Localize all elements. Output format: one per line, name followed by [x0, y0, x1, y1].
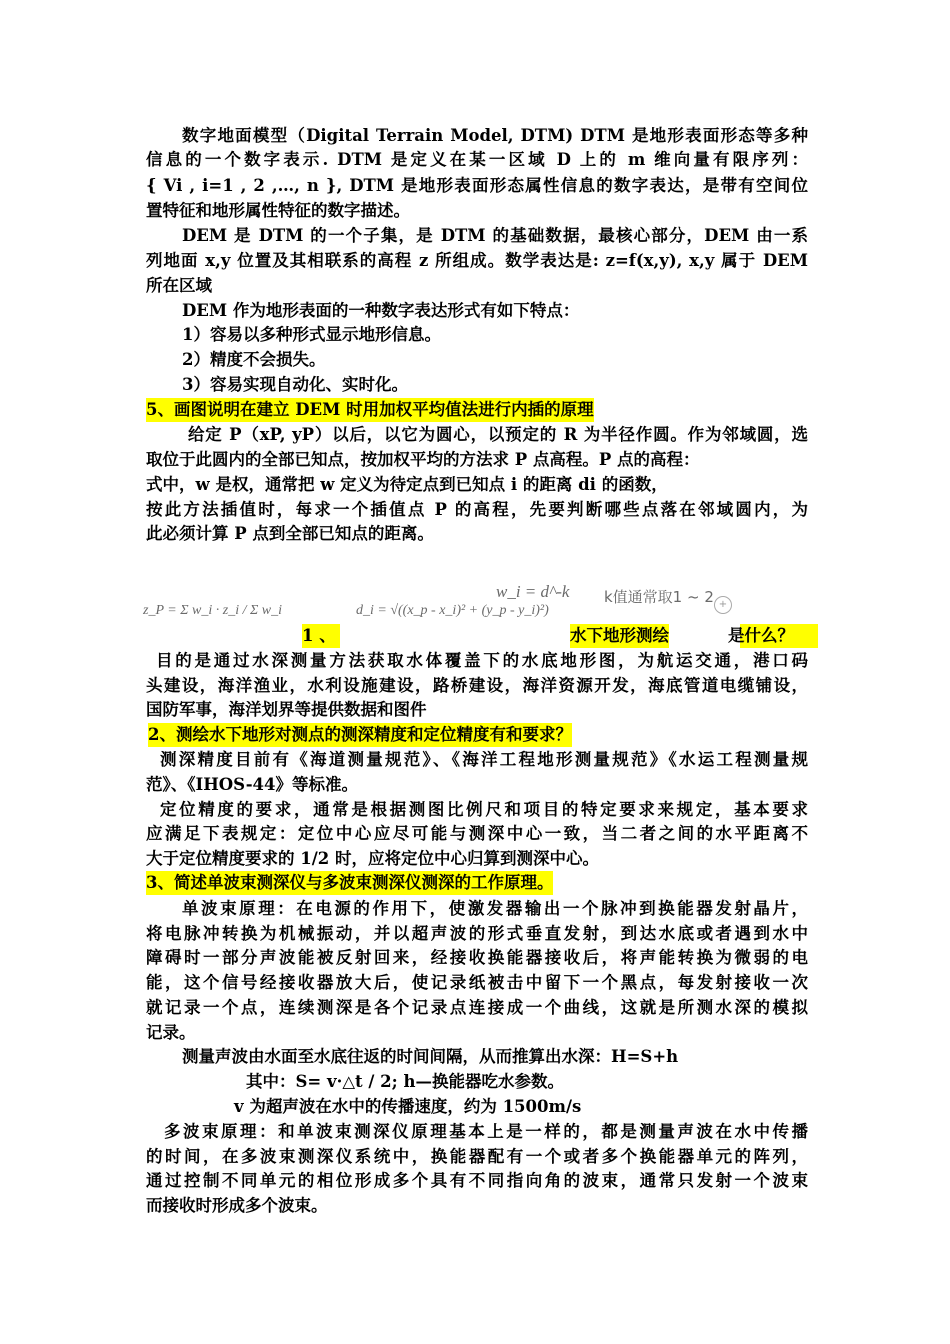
p5-line1: 目的是通过水深测量方法获取水体覆盖下的水底地形图，为航运交通，港口码 — [156, 651, 808, 670]
question-1-tail: 是什么？ — [740, 624, 818, 648]
p3-line1: DEM 作为地形表面的一种数字表达形式有如下特点： — [182, 301, 580, 320]
p8-line5: 就记录一个点，连续测深是各个记录点连接成一个曲线，这就是所测水深的模拟 — [146, 998, 808, 1017]
p10-line3: 通过控制不同单元的相位形成多个具有不同指向角的波束，通常只发射一个波束 — [146, 1171, 808, 1190]
p6-line2: 范》、《IHOS-44》等标准。 — [146, 775, 359, 794]
question-1-part: 水下地形测绘 — [570, 624, 669, 648]
p4-line3: 式中，w 是权，通常把 w 定义为待定点到已知点 i 的距离 di 的函数， — [146, 475, 668, 494]
p7-line3: 大于定位精度要求的 1/2 时，应将定位中心归算到测深中心。 — [146, 849, 599, 868]
p3-item1: 1）容易以多种形式显示地形信息。 — [182, 325, 441, 344]
p3-item3: 3）容易实现自动化、实时化。 — [182, 375, 408, 394]
p1-line1: 数字地面模型（Digital Terrain Model, DTM) DTM 是地形表面形态等多种 — [182, 126, 808, 145]
p4-line4: 按此方法插值时，每求一个插值点 P 的高程，先要判断哪些点落在邻域圆内，为 — [146, 500, 808, 519]
p4-line5: 此必须计算 P 点到全部已知点的距离。 — [146, 524, 434, 543]
p6-line1: 测深精度目前有《海道测量规范》、《海洋工程地形测量规范》《水运工程测量规 — [160, 750, 808, 769]
p7-line1: 定位精度的要求，通常是根据测图比例尺和项目的特定要求来规定，基本要求 — [160, 800, 808, 819]
question-2-heading: 2、测绘水下地形对测点的测深精度和定位精度有和要求？ — [148, 723, 572, 747]
p10-line1: 多波束原理：和单波束测深仪原理基本上是一样的，都是测量声波在水中传播 — [164, 1122, 808, 1141]
p9-line1: 测量声波由水面至水底往返的时间间隔，从而推算出水深：H=S+h — [182, 1047, 679, 1066]
p4-line2: 取位于此圆内的全部已知点，按加权平均的方法求 P 点高程。P 点的高程： — [146, 450, 700, 469]
formula-di: d_i = √((x_p - x_i)² + (y_p - y_i)²) — [356, 603, 549, 618]
formula-zp: z_P = Σ w_i · z_i / Σ w_i — [143, 603, 283, 618]
p1-line4: 置特征和地形属性特征的数字描述。 — [146, 201, 410, 220]
p7-line2: 应满足下表规定：定位中心应尽可能与测深中心一致，当二者之间的水平距离不 — [146, 824, 808, 843]
p2-line1: DEM 是 DTM 的一个子集，是 DTM 的基础数据，最核心部分，DEM 由一系 — [182, 226, 808, 245]
p8-line1: 单波束原理：在电源的作用下，使激发器输出一个脉冲到换能器发射晶片， — [182, 899, 808, 918]
question-3-heading: 3、简述单波束测深仪与多波束测深仪测深的工作原理。 — [146, 871, 553, 895]
p10-line2: 的时间，在多波束测深仪系统中，换能器配有一个或者多个换能器单元的阵列， — [146, 1147, 808, 1166]
p2-line3: 所在区域 — [146, 276, 212, 295]
question-5-heading: 5、画图说明在建立 DEM 时用加权平均值法进行内插的原理 — [146, 398, 594, 422]
question-1-number: 1 、 — [302, 624, 340, 648]
p1-line2: 信息的一个数字表示. DTM 是定义在某一区域 D 上的 m 维向量有限序列： — [146, 150, 808, 169]
formula-k-note: k值通常取1 ~ 2 — [604, 588, 714, 606]
p9-line3: v 为超声波在水中的传播速度，约为 1500m/s — [234, 1097, 582, 1116]
p4-line1: 给定 P（xP, yP）以后，以它为圆心，以预定的 R 为半径作圆。作为邻域圆，选 — [188, 425, 808, 444]
p5-line2: 头建设，海洋渔业，水利设施建设，路桥建设，海洋资源开发，海底管道电缆铺设， — [146, 676, 808, 695]
p8-line4: 能，这个信号经接收器放大后，使记录纸被击中留下一个黑点，每发射接收一次 — [146, 973, 808, 992]
p9-line2: 其中：S= v·△t / 2; h—换能器吃水参数。 — [246, 1072, 564, 1091]
p8-line2: 将电脉冲转换为机械振动，并以超声波的形式垂直发射，到达水底或者遇到水中 — [146, 924, 808, 943]
p5-line3: 国防军事，海洋划界等提供数据和图件 — [146, 700, 427, 719]
p10-line4: 而接收时形成多个波束。 — [146, 1196, 328, 1215]
p3-item2: 2）精度不会损失。 — [182, 350, 326, 369]
p8-line6: 记录。 — [146, 1023, 196, 1042]
formula-weight: w_i = d^-k — [496, 582, 570, 601]
p8-line3: 障碍时一部分声波能被反射回来，经接收换能器接收后，将声能转换为微弱的电 — [146, 948, 808, 967]
p2-line2: 列地面 x,y 位置及其相联系的高程 z 所组成。数学表达是: z=f(x,y), x,y 属于 DEM — [146, 251, 808, 270]
p1-line3: { Vi , i=1 , 2 ,…, n }, DTM 是地形表面形态属性信息的数字表达，是带有空间位 — [146, 176, 808, 195]
circle-mark-icon: + — [714, 596, 732, 614]
